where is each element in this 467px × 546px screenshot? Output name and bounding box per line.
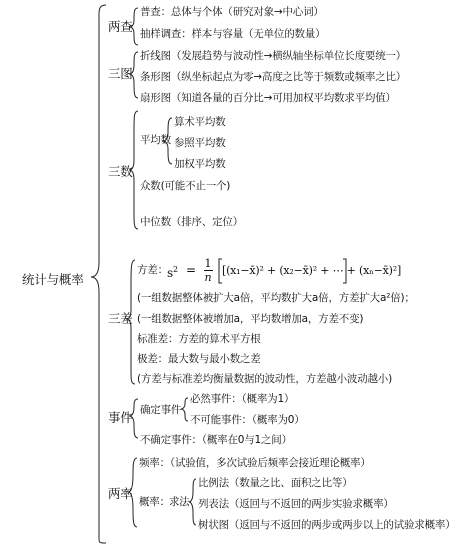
methods-bracket [189, 479, 196, 525]
chart-item: 折线图（发展趋势与波动性→横纵轴坐标单位长度要统一） [140, 50, 407, 62]
chart-item: 条形图（纵坐标起点为零→高度之比等于频数或频率之比） [140, 71, 407, 83]
variance-formula: [(x₁−x̄)² + (x₂−x̄)² + ⋯ + (xₙ−x̄)²] [222, 264, 402, 277]
mean-item: 算术平均数 [174, 116, 226, 128]
median-item: 中位数（排序、定位） [140, 216, 243, 228]
mean-item: 加权平均数 [174, 158, 226, 170]
uncertain-events-item: 不确定事件：（概率在0与1之间） [140, 434, 292, 446]
probability-method-item: 树状图（返回与不返回的两步或两步以上的试验求概率） [198, 519, 456, 531]
certain-events-label: 确定事件 [140, 404, 182, 416]
variations-label: 三差 [108, 311, 133, 326]
three-numbers-label: 三数 [108, 164, 133, 179]
census-item: 普查：总体与个体（研究对象→中心词） [140, 6, 324, 18]
variation-item: (一组数据整体被扩大a倍，平均数扩大a倍，方差扩大a²倍)； [137, 292, 415, 304]
events-label: 事件 [108, 410, 133, 425]
certain-event-item: 不可能事件：（概率为0） [190, 414, 305, 426]
mean-item: 参照平均数 [174, 137, 226, 149]
probability-label: 概率： [139, 496, 170, 508]
variation-item: 标准差：方差的算术平方根 [137, 333, 261, 345]
variation-item: (一组数据整体被增加a，平均数增加a，方差不变) [137, 313, 364, 325]
certain-event-item: 必然事件：（概率为1） [190, 393, 295, 405]
probability-method-item: 列表法（返回与不返回的两步实验求概率） [198, 498, 394, 510]
census-label: 两查 [108, 19, 133, 34]
mean-label: 平均数 [140, 134, 171, 146]
probability-method-label: 求法 [169, 496, 190, 508]
probability-method-item: 比例法（数量之比、面积之比等） [198, 477, 353, 489]
variation-item: (方差与标准差均衡量数据的波动性，方差越小波动越小) [137, 373, 392, 385]
fraction-denominator: n [204, 271, 212, 284]
chart-item: 扇形图（知道各量的百分比→可用加权平均数求平均值） [140, 92, 396, 104]
rates-label: 两率 [108, 486, 133, 501]
fraction-numerator: 1 [204, 257, 212, 270]
mode-item: 众数(可能不止一个) [140, 180, 231, 192]
variance-label: 方差： [137, 264, 168, 276]
variance-symbol: $s^2$ [167, 265, 178, 280]
frequency-item: 频率：（试验值，多次试验后频率会接近理论概率） [139, 457, 371, 469]
variance-equals: = [186, 263, 196, 277]
root-bracket [91, 5, 106, 543]
certain-bracket [181, 398, 188, 421]
variation-item: 极差：最大数与最小数之差 [137, 353, 261, 365]
charts-label: 三图 [108, 66, 133, 81]
root-title: 统计与概率 [22, 272, 84, 287]
census-item: 抽样调查：样本与容量（无单位的数量） [140, 28, 326, 40]
